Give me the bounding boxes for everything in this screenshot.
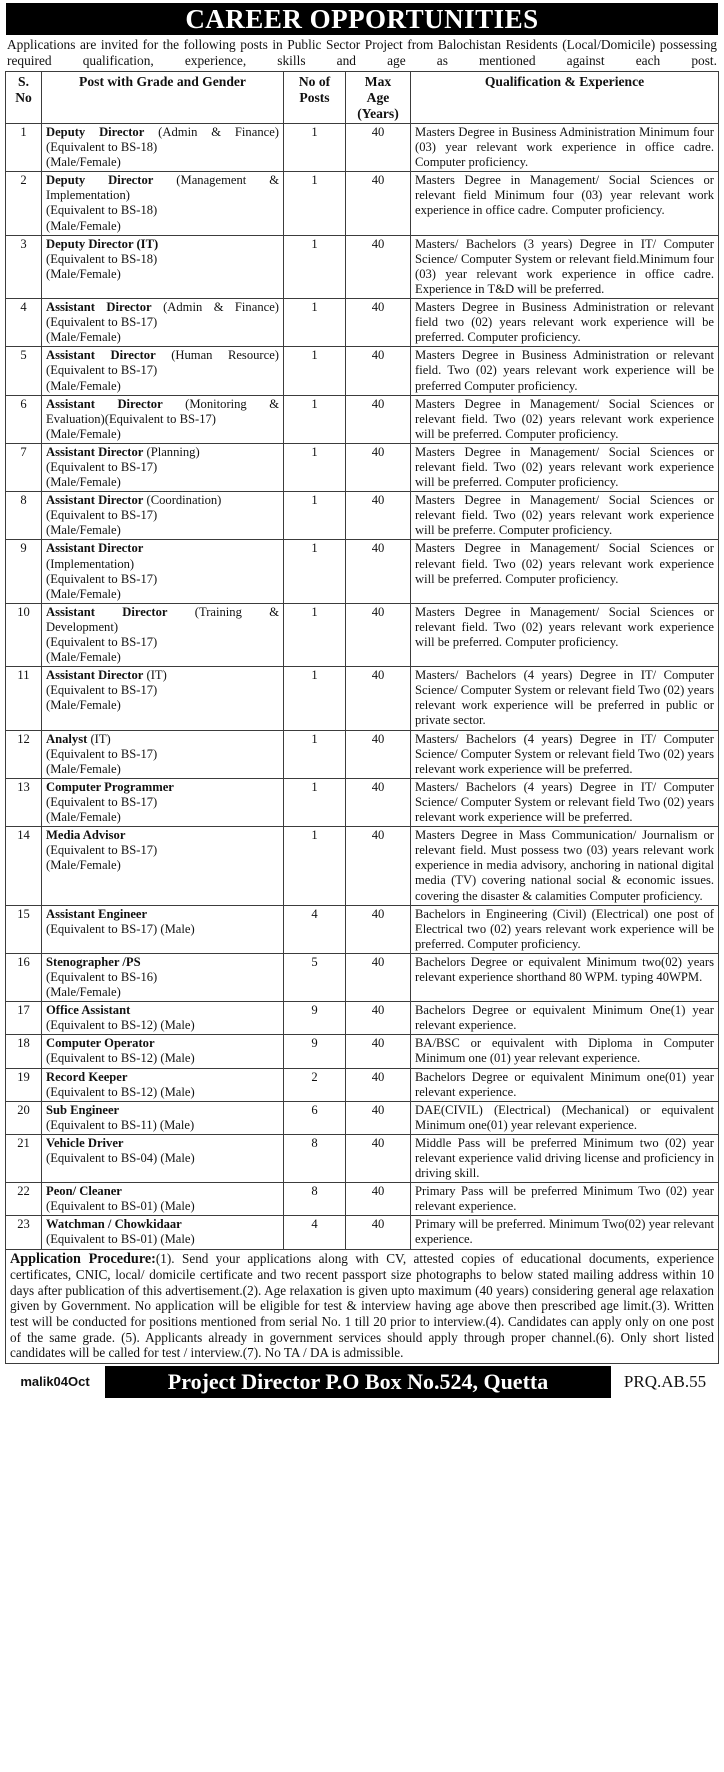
post-detail: (Coordination) bbox=[143, 493, 222, 508]
post-gender: (Male/Female) bbox=[46, 586, 121, 601]
cell-max-age: 40 bbox=[346, 667, 411, 730]
cell-max-age: 40 bbox=[346, 1002, 411, 1035]
cell-max-age: 40 bbox=[346, 1183, 411, 1216]
application-procedure-heading: Application Procedure: bbox=[10, 1250, 156, 1267]
table-row bbox=[6, 1101, 719, 1134]
cell-max-age: 40 bbox=[346, 778, 411, 826]
table-row bbox=[6, 395, 719, 443]
cell-post-title bbox=[42, 1101, 284, 1134]
cell-qualification: Masters Degree in Management/ Social Sciences or relevant field. Two (02) years relevant work experience will be preferred. Computer proficiency. bbox=[411, 443, 719, 491]
column-header-qualification: Qualification & Experience bbox=[411, 72, 719, 124]
post-name: Watchman / Chowkidaar bbox=[46, 1217, 182, 1232]
cell-post-title bbox=[42, 1002, 284, 1035]
table-row bbox=[6, 443, 719, 491]
cell-post-title bbox=[42, 778, 284, 826]
cell-no-of-posts: 6 bbox=[284, 1101, 346, 1134]
footer-address-banner: Project Director P.O Box No.524, Quetta bbox=[105, 1366, 611, 1398]
table-row bbox=[6, 172, 719, 235]
cell-qualification: Masters Degree in Management/ Social Sciences or relevant field. Two (02) years relevant work experience will be preferre. Computer proficiency. bbox=[411, 492, 719, 540]
footer bbox=[5, 1366, 719, 1398]
post-name: Assistant Director bbox=[46, 396, 163, 411]
cell-max-age: 40 bbox=[346, 540, 411, 603]
cell-no-of-posts: 1 bbox=[284, 730, 346, 778]
post-detail-secondary: (Equivalent to BS-12) (Male) bbox=[46, 1018, 195, 1033]
cell-post-title bbox=[42, 124, 284, 172]
cell-max-age: 40 bbox=[346, 953, 411, 1001]
cell-post-title bbox=[42, 443, 284, 491]
table-row bbox=[6, 540, 719, 603]
cell-max-age: 40 bbox=[346, 395, 411, 443]
table-row bbox=[6, 730, 719, 778]
cell-qualification: Masters/ Bachelors (4 years) Degree in IT/ Computer Science/ Computer System or relevant field Two (02) years relevant work experience will be preferred. bbox=[411, 730, 719, 778]
cell-no-of-posts: 9 bbox=[284, 1035, 346, 1068]
post-name: Assistant Director bbox=[46, 300, 152, 315]
cell-no-of-posts: 1 bbox=[284, 540, 346, 603]
table-row bbox=[6, 1068, 719, 1101]
cell-serial-no: 21 bbox=[6, 1134, 42, 1182]
post-detail-secondary: (Implementation) bbox=[46, 556, 135, 571]
cell-max-age: 40 bbox=[346, 443, 411, 491]
post-name: Sub Engineer bbox=[46, 1102, 120, 1117]
post-name: Assistant Director bbox=[46, 541, 144, 556]
cell-post-title bbox=[42, 730, 284, 778]
post-detail: (Planning) bbox=[143, 444, 200, 459]
cell-qualification: Masters Degree in Management/ Social Sciences or relevant field. Two (02) years relevant work experience will be preferred. Computer proficiency. bbox=[411, 540, 719, 603]
cell-serial-no: 17 bbox=[6, 1002, 42, 1035]
column-header-max-age bbox=[346, 72, 411, 124]
post-name: Vehicle Driver bbox=[46, 1135, 124, 1150]
intro-line-2: (Local/Domicile) possessing required qualification, experience, skills and age as mentioned against each post. bbox=[7, 37, 717, 68]
cell-no-of-posts: 1 bbox=[284, 347, 346, 395]
cell-serial-no: 4 bbox=[6, 299, 42, 347]
cell-serial-no: 19 bbox=[6, 1068, 42, 1101]
column-header-max-age-line1: Max bbox=[364, 74, 392, 89]
cell-serial-no: 23 bbox=[6, 1216, 42, 1249]
cell-no-of-posts: 1 bbox=[284, 395, 346, 443]
column-header-serial-no-line1: S. bbox=[18, 74, 29, 89]
table-header bbox=[6, 72, 719, 124]
cell-no-of-posts: 1 bbox=[284, 492, 346, 540]
post-detail: (Admin & Finance)(Equivalent to BS-18) bbox=[46, 125, 279, 155]
post-gender: (Male/Female) bbox=[46, 523, 121, 538]
post-detail-secondary: (Equivalent to BS-12) (Male) bbox=[46, 1084, 195, 1099]
cell-post-title bbox=[42, 827, 284, 905]
post-gender: (Male/Female) bbox=[46, 155, 121, 170]
post-detail-secondary: (Equivalent to BS-17) bbox=[46, 794, 158, 809]
cell-serial-no: 13 bbox=[6, 778, 42, 826]
cell-post-title bbox=[42, 667, 284, 730]
post-detail-secondary: (Equivalent to BS-17) bbox=[46, 843, 158, 858]
cell-qualification: Masters Degree in Management/ Social Sciences or relevant field Minimum four (03) year relevant work experience in office cadre. Computer proficiency. bbox=[411, 172, 719, 235]
cell-max-age: 40 bbox=[346, 603, 411, 666]
cell-post-title bbox=[42, 347, 284, 395]
post-detail-secondary: (Equivalent to BS-04) (Male) bbox=[46, 1151, 195, 1165]
post-detail: (Monitoring & Evaluation)(Equivalent to BS-17) bbox=[46, 396, 279, 426]
post-name: Computer Programmer bbox=[46, 779, 174, 794]
cell-max-age: 40 bbox=[346, 730, 411, 778]
cell-serial-no: 14 bbox=[6, 827, 42, 905]
cell-no-of-posts: 8 bbox=[284, 1134, 346, 1182]
table-row bbox=[6, 347, 719, 395]
post-gender: (Male/Female) bbox=[46, 985, 121, 1000]
post-detail-secondary: (Equivalent to BS-01) (Male) bbox=[46, 1232, 195, 1247]
post-detail: (IT) bbox=[143, 668, 167, 683]
post-detail-secondary: (Equivalent to BS-17) bbox=[46, 508, 158, 523]
cell-serial-no: 1 bbox=[6, 124, 42, 172]
post-detail-secondary: (Equivalent to BS-17) (Male) bbox=[46, 921, 195, 936]
cell-serial-no: 11 bbox=[6, 667, 42, 730]
table-row bbox=[6, 603, 719, 666]
cell-qualification: DAE(CIVIL) (Electrical) (Mechanical) or equivalent Minimum one(01) year relevant experience. bbox=[411, 1101, 719, 1134]
cell-max-age: 40 bbox=[346, 172, 411, 235]
cell-qualification: Primary will be preferred. Minimum Two(02) year relevant experience. bbox=[411, 1216, 719, 1249]
cell-max-age: 40 bbox=[346, 124, 411, 172]
table-row bbox=[6, 1216, 719, 1249]
cell-max-age: 40 bbox=[346, 347, 411, 395]
cell-serial-no: 22 bbox=[6, 1183, 42, 1216]
column-header-no-of-posts-line2: Posts bbox=[299, 90, 330, 105]
post-detail: (Human Resource)(Equivalent to BS-17) bbox=[46, 348, 279, 378]
table-row bbox=[6, 778, 719, 826]
cell-serial-no: 3 bbox=[6, 235, 42, 298]
post-detail: (Management & Implementation) bbox=[46, 173, 279, 203]
cell-qualification: Middle Pass will be preferred Minimum two (02) year relevant experience valid driving license and proficiency in driving skill. bbox=[411, 1134, 719, 1182]
table-row bbox=[6, 124, 719, 172]
post-detail: (IT) bbox=[87, 731, 111, 746]
cell-serial-no: 2 bbox=[6, 172, 42, 235]
intro-line-1: Applications are invited for the following posts in Public Sector Project from Balochistan Residents bbox=[7, 37, 558, 52]
table-header-row bbox=[6, 72, 719, 124]
intro-paragraph bbox=[4, 36, 720, 71]
post-name: Computer Operator bbox=[46, 1036, 155, 1051]
cell-qualification: Masters Degree in Management/ Social Sciences or relevant field. Two (02) years relevant work experience will be preferred. Computer proficiency. bbox=[411, 395, 719, 443]
post-name: Deputy Director bbox=[46, 125, 145, 139]
cell-serial-no: 6 bbox=[6, 395, 42, 443]
post-name: Office Assistant bbox=[46, 1003, 131, 1018]
cell-no-of-posts: 1 bbox=[284, 778, 346, 826]
post-detail-secondary: (Equivalent to BS-17) bbox=[46, 635, 158, 649]
cell-no-of-posts: 1 bbox=[284, 603, 346, 666]
cell-serial-no: 8 bbox=[6, 492, 42, 540]
cell-no-of-posts: 1 bbox=[284, 667, 346, 730]
cell-post-title bbox=[42, 1035, 284, 1068]
post-gender: (Male/Female) bbox=[46, 475, 121, 490]
post-detail-secondary: (Equivalent to BS-18) bbox=[46, 251, 158, 266]
cell-post-title bbox=[42, 395, 284, 443]
cell-no-of-posts: 1 bbox=[284, 443, 346, 491]
column-header-max-age-line3: (Years) bbox=[357, 106, 399, 121]
cell-qualification: Bachelors Degree or equivalent Minimum one(01) year relevant experience. bbox=[411, 1068, 719, 1101]
column-header-no-of-posts bbox=[284, 72, 346, 124]
cell-qualification: BA/BSC or equivalent with Diploma in Computer Minimum one (01) year relevant experience. bbox=[411, 1035, 719, 1068]
table-row bbox=[6, 1035, 719, 1068]
application-procedure bbox=[5, 1250, 719, 1364]
post-detail-secondary: (Equivalent to BS-16) bbox=[46, 969, 158, 984]
post-detail-secondary: (Equivalent to BS-17) bbox=[46, 683, 158, 698]
post-name: Assistant Director bbox=[46, 668, 144, 683]
cell-qualification: Masters Degree in Management/ Social Sciences or relevant field. Two (02) years relevant work experience will be preferred. Computer proficiency. bbox=[411, 603, 719, 666]
post-name: Assistant Director bbox=[46, 444, 144, 459]
cell-max-age: 40 bbox=[346, 235, 411, 298]
column-header-post: Post with Grade and Gender bbox=[42, 72, 284, 124]
post-gender: (Male/Female) bbox=[46, 266, 121, 281]
post-gender: (Male/Female) bbox=[46, 650, 121, 665]
post-name: Peon/ Cleaner bbox=[46, 1184, 122, 1199]
cell-serial-no: 15 bbox=[6, 905, 42, 953]
cell-max-age: 40 bbox=[346, 1068, 411, 1101]
cell-qualification: Masters/ Bachelors (4 years) Degree in IT/ Computer Science/ Computer System or relevant field Two (02) years relevant work experience will be preferred in public or private sector. bbox=[411, 667, 719, 730]
post-name: Media Advisor bbox=[46, 828, 126, 843]
cell-post-title bbox=[42, 299, 284, 347]
jobs-table bbox=[5, 71, 719, 1250]
cell-post-title bbox=[42, 1068, 284, 1101]
table-row bbox=[6, 235, 719, 298]
cell-serial-no: 5 bbox=[6, 347, 42, 395]
post-detail: (Admin & Finance)(Equivalent to BS-17) bbox=[46, 300, 279, 330]
cell-serial-no: 9 bbox=[6, 540, 42, 603]
table-row bbox=[6, 1134, 719, 1182]
column-header-max-age-line2: Age bbox=[366, 90, 390, 105]
cell-max-age: 40 bbox=[346, 1216, 411, 1249]
column-header-serial-no bbox=[6, 72, 42, 124]
column-header-no-of-posts-line1: No of bbox=[298, 74, 331, 89]
cell-post-title bbox=[42, 235, 284, 298]
cell-qualification: Masters/ Bachelors (3 years) Degree in IT/ Computer Science/ Computer System or relevant field.Minimum four (03) year relevant work experience in office cadre. Experience in T&D will be preferred. bbox=[411, 235, 719, 298]
column-header-serial-no-line2: No bbox=[15, 90, 32, 105]
cell-max-age: 40 bbox=[346, 1134, 411, 1182]
cell-post-title bbox=[42, 603, 284, 666]
cell-max-age: 40 bbox=[346, 1035, 411, 1068]
table-row bbox=[6, 827, 719, 905]
post-detail-secondary: (Equivalent to BS-01) (Male) bbox=[46, 1199, 195, 1214]
cell-qualification: Masters Degree in Business Administration or relevant field. Two (02) years relevant work experience will be preferred Computer proficiency. bbox=[411, 347, 719, 395]
post-detail: (Training & Development) bbox=[46, 604, 279, 634]
cell-post-title bbox=[42, 1183, 284, 1216]
post-name: Assistant Director bbox=[46, 604, 168, 619]
cell-serial-no: 10 bbox=[6, 603, 42, 666]
footer-watermark: malik04Oct bbox=[20, 1374, 90, 1390]
post-name: Deputy Director bbox=[46, 173, 154, 188]
cell-post-title bbox=[42, 492, 284, 540]
cell-serial-no: 16 bbox=[6, 953, 42, 1001]
table-row bbox=[6, 905, 719, 953]
post-name: Deputy Director (IT) bbox=[46, 236, 159, 251]
table-body bbox=[6, 124, 719, 1250]
cell-max-age: 40 bbox=[346, 492, 411, 540]
table-row bbox=[6, 667, 719, 730]
cell-qualification: Masters Degree in Business Administration Minimum four (03) year relevant work experience in office cadre. Computer proficiency. bbox=[411, 124, 719, 172]
cell-no-of-posts: 4 bbox=[284, 1216, 346, 1249]
page-title: CAREER OPPORTUNITIES bbox=[6, 3, 718, 35]
table-row bbox=[6, 1183, 719, 1216]
cell-serial-no: 12 bbox=[6, 730, 42, 778]
post-detail-secondary: (Equivalent to BS-17) bbox=[46, 459, 158, 474]
cell-qualification: Masters Degree in Business Administration or relevant field two (02) years relevant work experience will be preferred. Computer proficiency. bbox=[411, 299, 719, 347]
table-row bbox=[6, 1002, 719, 1035]
post-name: Record Keeper bbox=[46, 1069, 128, 1084]
cell-no-of-posts: 9 bbox=[284, 1002, 346, 1035]
cell-qualification: Masters Degree in Mass Communication/ Journalism or relevant field. Must possess two (03) years relevant work experience in media advisory, anchoring in national digital media (TV) covering national social & economic issues. covering the disaster & calamities Computer proficiency. bbox=[411, 827, 719, 905]
post-gender: (Male/Female) bbox=[46, 218, 121, 233]
cell-post-title bbox=[42, 172, 284, 235]
cell-no-of-posts: 5 bbox=[284, 953, 346, 1001]
post-gender: (Male/Female) bbox=[46, 330, 121, 345]
cell-post-title bbox=[42, 1134, 284, 1182]
cell-qualification: Bachelors in Engineering (Civil) (Electrical) one post of Electrical two (02) years relevant work experience will be preferred. Computer proficiency. bbox=[411, 905, 719, 953]
cell-qualification: Bachelors Degree or equivalent Minimum One(1) year relevant experience. bbox=[411, 1002, 719, 1035]
table-row bbox=[6, 953, 719, 1001]
cell-max-age: 40 bbox=[346, 827, 411, 905]
post-detail-secondary: (Equivalent to BS-17) bbox=[46, 746, 158, 761]
footer-reference-code: PRQ.AB.55 bbox=[623, 1371, 707, 1391]
cell-post-title bbox=[42, 1216, 284, 1249]
post-gender: (Male/Female) bbox=[46, 378, 121, 393]
cell-post-title bbox=[42, 540, 284, 603]
post-name: Assistant Director bbox=[46, 493, 144, 508]
cell-no-of-posts: 1 bbox=[284, 235, 346, 298]
post-detail-secondary: (Equivalent to BS-12) (Male) bbox=[46, 1051, 195, 1066]
post-gender: (Male/Female) bbox=[46, 810, 121, 825]
post-name: Assistant Director bbox=[46, 348, 156, 363]
post-name: Assistant Engineer bbox=[46, 906, 148, 921]
application-procedure-body: (1). Send your applications along with CV, attested copies of educational documents, experience certificates, CNIC, local/ domicile certificate and two recent passport size photographs to below stated mailing address within 10 days after publication of this advertisement.(2). Age relaxation is given upto maximum (40 years) considering general age relaxation given by Government. No application will be eligible for test & interview having age above then prescribed age limit.(3). Written test will be conducted for positions mentioned from serial No. 1 till 20 prior to interview.(4). Candidates can apply only on one post of the same grade. (5). Applicants already in government services should apply through proper channel.(6). Only short listed candidates will be called for test / interview.(7). No TA / DA is admissible. bbox=[10, 1250, 714, 1361]
table-row bbox=[6, 299, 719, 347]
cell-max-age: 40 bbox=[346, 299, 411, 347]
cell-post-title bbox=[42, 953, 284, 1001]
post-name: Analyst bbox=[46, 731, 88, 746]
cell-serial-no: 20 bbox=[6, 1101, 42, 1134]
post-detail-secondary: (Equivalent to BS-11) (Male) bbox=[46, 1117, 195, 1132]
cell-no-of-posts: 1 bbox=[284, 827, 346, 905]
cell-qualification: Masters/ Bachelors (4 years) Degree in IT/ Computer Science/ Computer System or relevant field Two (02) years relevant work experience will be preferred. bbox=[411, 778, 719, 826]
post-gender: (Male/Female) bbox=[46, 858, 121, 873]
cell-no-of-posts: 1 bbox=[284, 299, 346, 347]
post-detail-secondary: (Equivalent to BS-18) bbox=[46, 203, 158, 218]
table-row bbox=[6, 492, 719, 540]
cell-qualification: Bachelors Degree or equivalent Minimum two(02) years relevant experience shorthand 80 WPM. typing 40WPM. bbox=[411, 953, 719, 1001]
cell-qualification: Primary Pass will be preferred Minimum Two (02) year relevant experience. bbox=[411, 1183, 719, 1216]
cell-max-age: 40 bbox=[346, 1101, 411, 1134]
cell-serial-no: 7 bbox=[6, 443, 42, 491]
post-name: Stenographer /PS bbox=[46, 954, 141, 969]
cell-no-of-posts: 8 bbox=[284, 1183, 346, 1216]
cell-no-of-posts: 2 bbox=[284, 1068, 346, 1101]
cell-no-of-posts: 1 bbox=[284, 172, 346, 235]
post-detail-tertiary: (Equivalent to BS-17) bbox=[46, 571, 158, 586]
post-gender: (Male/Female) bbox=[46, 761, 121, 776]
cell-no-of-posts: 1 bbox=[284, 124, 346, 172]
cell-no-of-posts: 4 bbox=[284, 905, 346, 953]
post-gender: (Male/Female) bbox=[46, 426, 121, 441]
post-gender: (Male/Female) bbox=[46, 698, 121, 713]
cell-post-title bbox=[42, 905, 284, 953]
cell-serial-no: 18 bbox=[6, 1035, 42, 1068]
cell-max-age: 40 bbox=[346, 905, 411, 953]
